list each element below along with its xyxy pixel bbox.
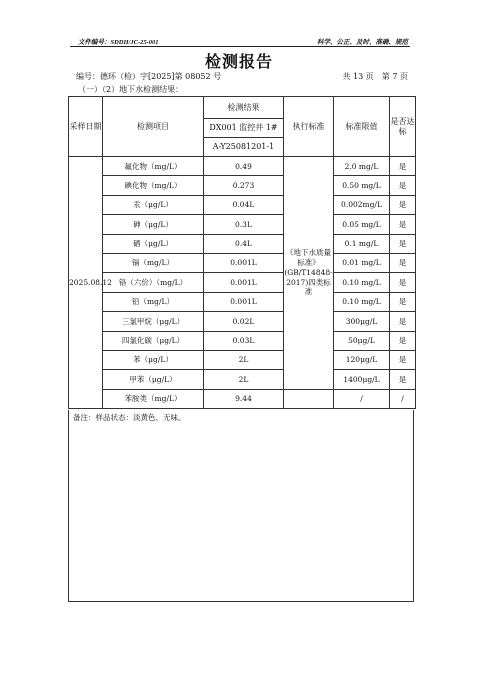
result-cell: 0.001L — [204, 292, 284, 311]
limit-cell: / — [334, 389, 390, 408]
table-row — [69, 157, 416, 176]
header-item: 检测项目 — [103, 97, 204, 157]
table-row — [69, 234, 416, 253]
table-row — [69, 370, 416, 389]
result-cell: 0.02L — [204, 312, 284, 331]
pass-cell: 是 — [390, 370, 416, 389]
header-limit: 标准限值 — [334, 97, 390, 157]
result-cell: 2L — [204, 350, 284, 369]
pass-cell: 是 — [390, 350, 416, 369]
limit-cell: 0.05 mg/L — [334, 215, 390, 234]
table-row — [69, 215, 416, 234]
limit-cell: 2.0 mg/L — [334, 157, 390, 176]
limit-cell: 1400μg/L — [334, 370, 390, 389]
pass-cell: 是 — [390, 176, 416, 195]
pass-cell: 是 — [390, 157, 416, 176]
result-cell: 0.001L — [204, 273, 284, 292]
header-pass: 是否达标 — [390, 97, 416, 157]
pass-cell: 是 — [390, 195, 416, 214]
report-number: 编号：德环（检）字[2025]第 08052 号 — [76, 72, 222, 81]
pass-cell: 是 — [390, 253, 416, 272]
result-cell: 9.44 — [204, 389, 284, 408]
pass-cell: 是 — [390, 292, 416, 311]
pass-cell: 是 — [390, 234, 416, 253]
item-cell: 苯胺类（mg/L） — [103, 389, 204, 408]
table-row — [69, 176, 416, 195]
item-cell: 四氯化碳（μg/L） — [103, 331, 204, 350]
limit-cell: 0.10 mg/L — [334, 273, 390, 292]
page-count: 共 13 页 第 7 页 — [342, 72, 408, 81]
limit-cell: 0.1 mg/L — [334, 234, 390, 253]
item-cell: 三氯甲烷（μg/L） — [103, 312, 204, 331]
company-motto: 科学、公正、及时、准确、规范 — [317, 38, 408, 46]
header-sample-id: A-Y25081201-1 — [204, 138, 284, 157]
table-row — [69, 253, 416, 272]
item-cell: 氟化物（mg/L） — [103, 157, 204, 176]
result-cell: 0.49 — [204, 157, 284, 176]
item-cell: 镉（mg/L） — [103, 253, 204, 272]
results-table — [68, 96, 416, 409]
result-cell: 0.03L — [204, 331, 284, 350]
standard-cell: 《地下水质量标准》(GB/T14848-2017)四类标准 — [284, 157, 334, 390]
standard-cell-empty — [284, 389, 334, 408]
result-cell: 0.273 — [204, 176, 284, 195]
table-row — [69, 389, 416, 408]
header-results: 检测结果 — [204, 97, 284, 119]
header-divider — [70, 46, 410, 47]
limit-cell: 0.10 mg/L — [334, 292, 390, 311]
limit-cell: 50μg/L — [334, 331, 390, 350]
item-cell: 汞（μg/L） — [103, 195, 204, 214]
table-row — [69, 195, 416, 214]
table-row — [69, 312, 416, 331]
item-cell: 碘化物（mg/L） — [103, 176, 204, 195]
pass-cell: 是 — [390, 312, 416, 331]
result-cell: 0.3L — [204, 215, 284, 234]
item-cell: 硒（μg/L） — [103, 234, 204, 253]
section-heading: （一）（2）地下水检测结果： — [78, 85, 184, 94]
header-standard: 执行标准 — [284, 97, 334, 157]
document-number: 文件编号：SDDH/JC-25-001 — [78, 39, 159, 46]
pass-cell: 是 — [390, 273, 416, 292]
result-cell: 0.4L — [204, 234, 284, 253]
limit-cell: 0.002mg/L — [334, 195, 390, 214]
sample-date: 2025.08.12 — [69, 157, 103, 409]
item-cell: 铬（六价）（mg/L） — [103, 273, 204, 292]
limit-cell: 300μg/L — [334, 312, 390, 331]
result-cell: 0.001L — [204, 253, 284, 272]
remarks: 备注：样品状态：淡黄色、无味。 — [68, 410, 414, 602]
report-title: 检测报告 — [204, 52, 273, 71]
table-row — [69, 331, 416, 350]
result-cell: 0.04L — [204, 195, 284, 214]
limit-cell: 0.01 mg/L — [334, 253, 390, 272]
table-row — [69, 350, 416, 369]
pass-cell: / — [390, 389, 416, 408]
limit-cell: 120μg/L — [334, 350, 390, 369]
pass-cell: 是 — [390, 331, 416, 350]
result-cell: 2L — [204, 370, 284, 389]
limit-cell: 0.50 mg/L — [334, 176, 390, 195]
table-row — [69, 273, 416, 292]
table-row — [69, 292, 416, 311]
item-cell: 砷（μg/L） — [103, 215, 204, 234]
item-cell: 苯（μg/L） — [103, 350, 204, 369]
pass-cell: 是 — [390, 215, 416, 234]
item-cell: 铅（mg/L） — [103, 292, 204, 311]
header-sample-date: 采样日期 — [69, 97, 103, 157]
header-site: DX001 监控井 1# — [204, 119, 284, 138]
item-cell: 甲苯（μg/L） — [103, 370, 204, 389]
